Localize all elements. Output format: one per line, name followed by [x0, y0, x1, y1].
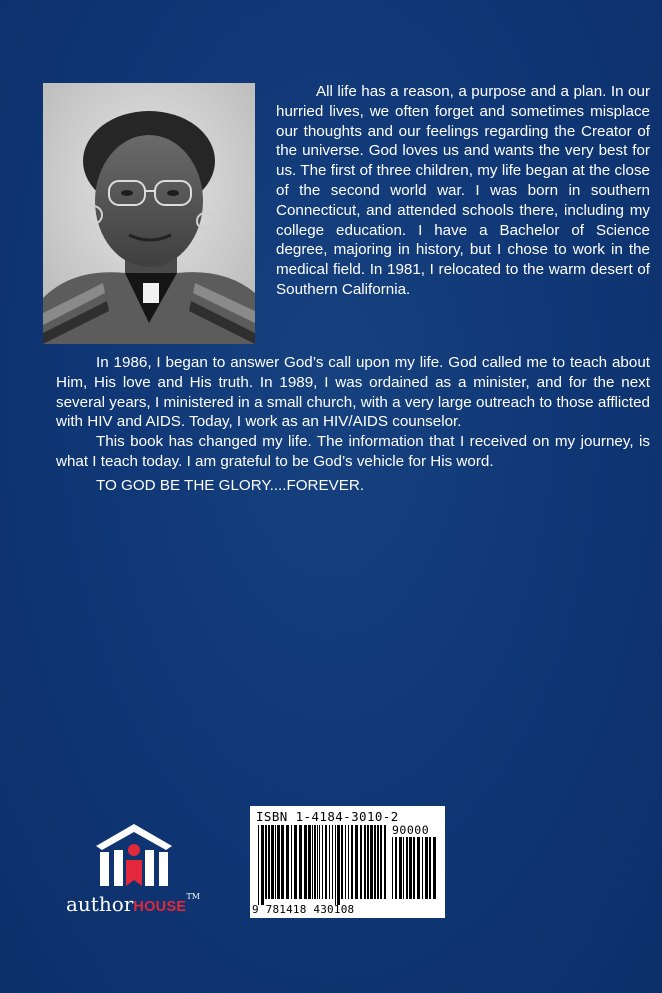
- barcode-bar: [275, 825, 276, 899]
- barcode-bar: [277, 825, 280, 899]
- barcode-bar: [261, 825, 264, 905]
- barcode-bar: [335, 825, 336, 905]
- barcode-bar: [294, 825, 297, 899]
- barcode-bar: [345, 825, 346, 899]
- barcode-bar: [377, 825, 379, 899]
- barcode-bar: [360, 825, 362, 899]
- wordmark-author: author: [66, 892, 134, 916]
- barcode-bar: [341, 825, 343, 899]
- barcode-bar: [332, 825, 333, 899]
- barcode-bar: [322, 825, 323, 899]
- barcode-bar: [348, 825, 349, 899]
- barcode-bar: [317, 825, 318, 899]
- barcode-bar: [425, 837, 428, 899]
- ean-digits: 9 781418 430108: [252, 903, 355, 916]
- barcode-bar: [299, 825, 302, 899]
- barcode-bar: [265, 825, 267, 899]
- barcode-bar: [374, 825, 376, 899]
- barcode-bar: [286, 825, 289, 899]
- barcode-bar: [406, 837, 408, 899]
- barcode-bar: [337, 825, 340, 905]
- bio-continued: [56, 353, 650, 496]
- barcode-bar: [268, 825, 270, 899]
- trademark-symbol: TM: [186, 892, 200, 901]
- barcode-bar: [429, 837, 431, 899]
- barcode-bar: [392, 837, 393, 899]
- barcode-bar: [367, 825, 369, 899]
- barcode-bar: [403, 837, 404, 899]
- barcode-bar: [304, 825, 307, 899]
- bio-paragraph-calling: In 1986, I began to answer God’s call upon my life. God called me to teach about Him, His love and His truth. In 1989, I was ordained as a minister, and for the next several years, I ministered in a small church, with a very large outreach to those afflicted with HIV and AIDS. Today, I work as an HIV/AIDS counselor.: [56, 354, 650, 431]
- authorhouse-house-icon: [92, 820, 176, 890]
- barcode-bar: [325, 825, 327, 899]
- barcode-bar: [291, 825, 292, 899]
- barcode-bar: [433, 837, 436, 899]
- publisher-logo: [66, 820, 216, 920]
- isbn-label: ISBN 1-4184-3010-2: [256, 809, 399, 824]
- barcode-bar: [271, 825, 274, 899]
- author-photo: [43, 83, 255, 344]
- publisher-wordmark: [66, 892, 216, 916]
- barcode-bar: [355, 825, 358, 899]
- isbn-barcode: [250, 806, 445, 918]
- bio-closing-line: TO GOD BE THE GLORY....FOREVER.: [96, 476, 365, 494]
- barcode-bar: [312, 825, 313, 899]
- barcode-bar: [258, 825, 259, 905]
- barcode-bar: [314, 825, 316, 899]
- barcode-bar: [395, 837, 397, 899]
- barcode-bar: [351, 825, 353, 899]
- barcode-bar: [308, 825, 311, 899]
- barcode-bar: [417, 837, 420, 899]
- barcode-bar: [319, 825, 320, 899]
- barcode-bar: [409, 837, 412, 899]
- barcode-bar: [422, 837, 423, 899]
- barcode-bar: [329, 825, 330, 899]
- barcode-bar: [399, 837, 402, 899]
- wordmark-house: HOUSE: [133, 899, 187, 915]
- barcode-bar: [364, 825, 366, 899]
- price-code: 90000: [392, 823, 430, 837]
- barcode-bar: [384, 825, 386, 899]
- ean-barcode-bars: [258, 825, 388, 905]
- barcode-bar: [370, 825, 373, 899]
- price-addon-bars: [392, 837, 440, 905]
- bio-paragraph-book: This book has changed my life. The information that I received on my journey, is what I teach today. I am grateful to be God’s vehicle for His word.: [56, 433, 650, 470]
- barcode-bar: [380, 825, 382, 899]
- bio-lead: [276, 82, 650, 300]
- bio-lead-text: All life has a reason, a purpose and a plan. In our hurried lives, we often forget and sometimes misplace our thoughts and our feelings regarding the Creator of the universe. God loves us and wants the very best for us. The first of three children, my life began at the close of the second world war. I was born in southern Connecticut, and attended schools there, including my college education. I have a Bachelor of Science degree, majoring in history, but I chose to work in the medical field. In 1981, I relocated to the warm desert of Southern California.: [276, 83, 650, 298]
- barcode-bar: [281, 825, 284, 899]
- barcode-bar: [413, 837, 415, 899]
